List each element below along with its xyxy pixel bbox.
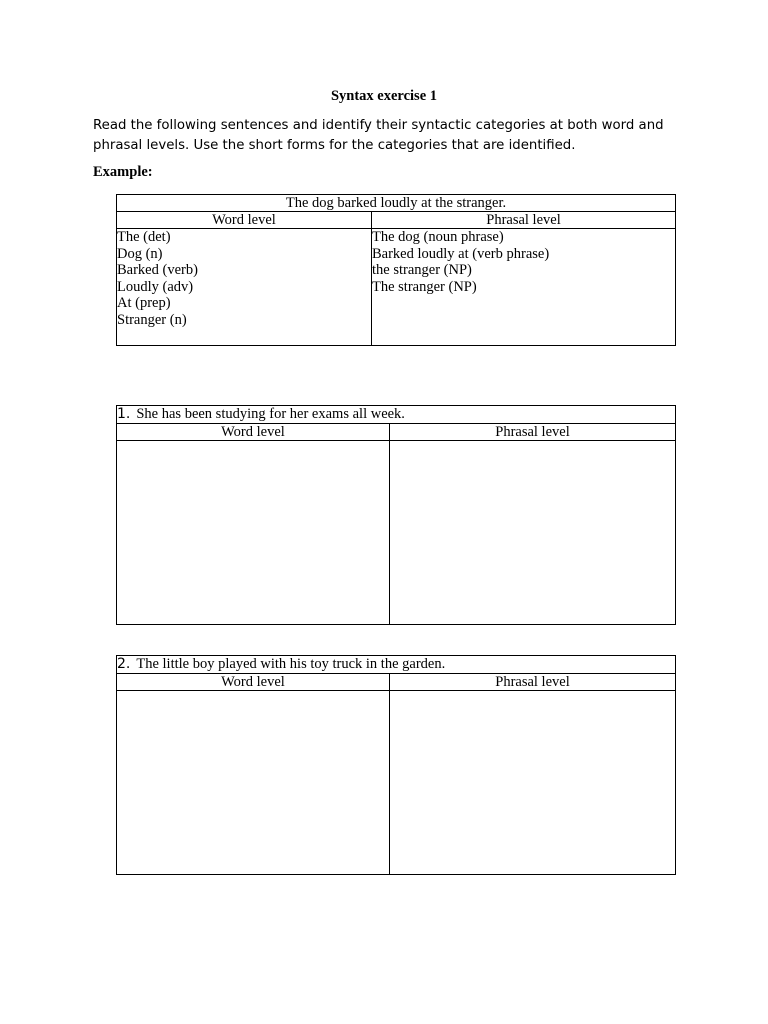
phrasal-level-header: Phrasal level: [372, 212, 676, 229]
phrasal-level-answer-cell[interactable]: [390, 441, 676, 625]
phrasal-item: The stranger (NP): [372, 278, 477, 295]
phrasal-item: the stranger (NP): [372, 262, 472, 279]
word-level-header: Word level: [117, 212, 372, 229]
phrasal-level-header: Phrasal level: [390, 674, 676, 691]
question-number: 1.: [117, 406, 131, 422]
question-sentence: The little boy played with his toy truck in the garden.: [136, 656, 446, 672]
phrasal-item: Barked loudly at (verb phrase): [372, 245, 550, 262]
example-label: Example:: [93, 164, 153, 180]
example-sentence: The dog barked loudly at the stranger.: [117, 195, 676, 212]
question-2-sentence-row: [117, 656, 676, 674]
instructions-text: Read the following sentences and identify their syntactic categories at both word and phrasal levels. Use the short forms for the categories that are identified.: [93, 118, 664, 153]
question-2-table: [116, 655, 676, 875]
word-item: The (det): [117, 229, 171, 245]
phrasal-item: The dog (noun phrase): [372, 229, 504, 245]
word-level-answer-cell[interactable]: [117, 441, 390, 625]
word-item: At (prep): [117, 295, 171, 312]
word-level-cell: [117, 229, 372, 346]
word-item: Barked (verb): [117, 262, 198, 279]
word-item: Loudly (adv): [117, 278, 194, 295]
question-number: 2.: [117, 656, 131, 672]
word-level-header: Word level: [117, 424, 390, 441]
phrasal-level-answer-cell[interactable]: [390, 691, 676, 875]
word-item: Stranger (n): [117, 311, 187, 328]
word-level-answer-cell[interactable]: [117, 691, 390, 875]
page-title: Syntax exercise 1: [330, 88, 438, 104]
question-1-table: [116, 405, 676, 625]
question-1-sentence-row: [117, 406, 676, 424]
phrasal-level-header: Phrasal level: [390, 424, 676, 441]
phrasal-level-cell: [372, 229, 676, 346]
word-level-header: Word level: [117, 674, 390, 691]
question-sentence: She has been studying for her exams all week.: [136, 406, 405, 422]
word-item: Dog (n): [117, 245, 163, 262]
example-table: [116, 194, 676, 346]
